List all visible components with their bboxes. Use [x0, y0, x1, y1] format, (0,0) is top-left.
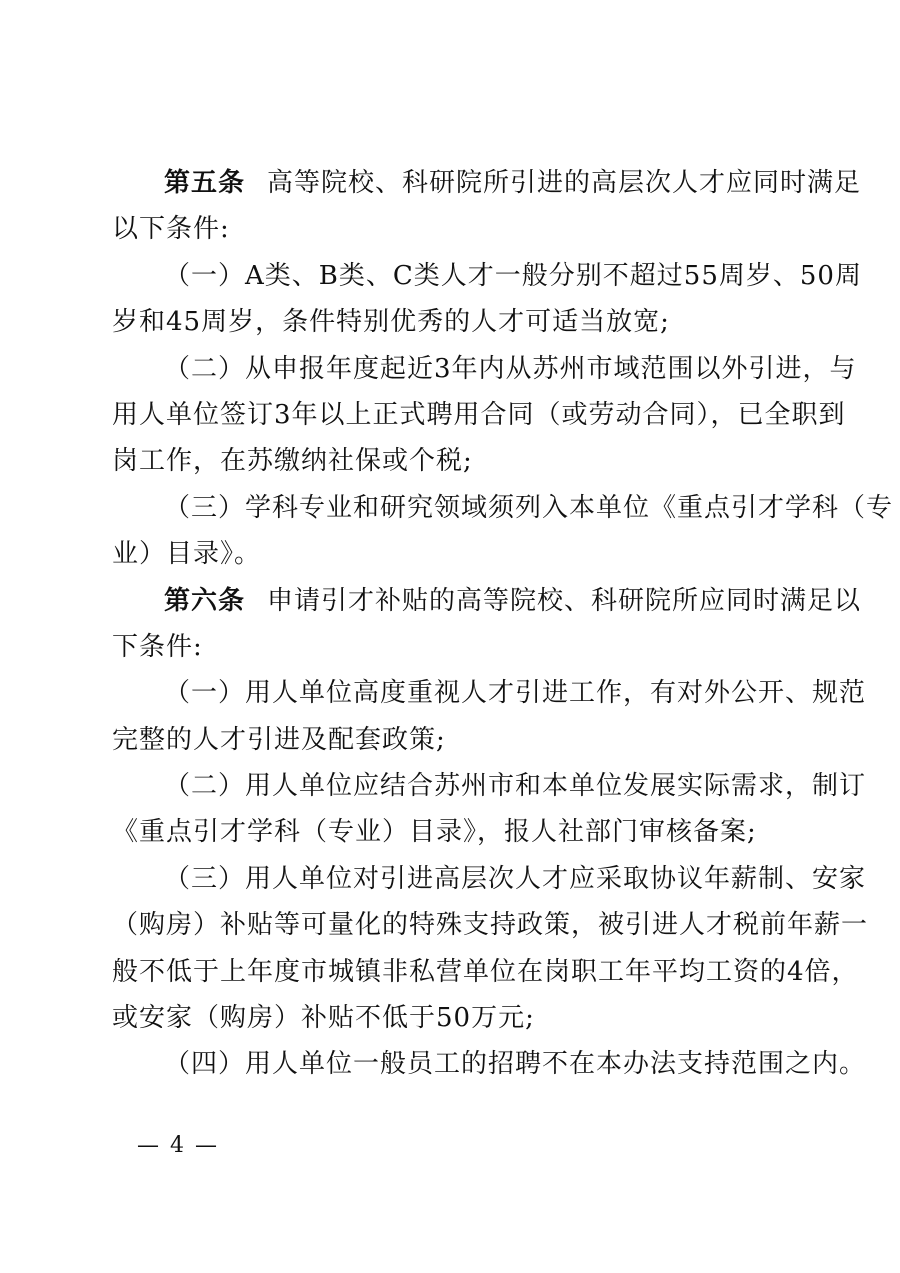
- page-number: — 4 —: [137, 1133, 219, 1158]
- article-6-heading: 第六条: [164, 585, 246, 616]
- art5-item2-line1: （二）从申报年度起近3年内从苏州市域范围以外引进，与: [164, 353, 857, 384]
- article-6-line-1: 第六条 申请引才补贴的高等院校、科研院所应同时满足以: [164, 585, 862, 616]
- art6-item3-line1: （三）用人单位对引进高层次人才应采取协议年薪制、安家: [164, 863, 867, 894]
- art6-item3-line4: 或安家（购房）补贴不低于50万元;: [112, 1003, 535, 1034]
- art6-item3-line3: 般不低于上年度市城镇非私营单位在岗职工年平均工资的4倍，: [112, 956, 859, 987]
- art5-item3-line2: 业）目录》。: [112, 539, 262, 570]
- art5-item2-line2: 用人单位签订3年以上正式聘用合同（或劳动合同），已全职到: [112, 399, 846, 430]
- art6-item3-line2: （购房）补贴等可量化的特殊支持政策，被引进人才税前年薪一: [112, 910, 869, 941]
- art5-item3-line1: （三）学科专业和研究领域须列入本单位《重点引才学科（专: [164, 492, 894, 523]
- article-5-line-2: 以下条件:: [112, 214, 230, 245]
- art5-item2-line3: 岗工作，在苏缴纳社保或个税;: [112, 446, 473, 477]
- art6-item2-line1: （二）用人单位应结合苏州市和本单位发展实际需求，制订: [164, 771, 867, 802]
- article-5-heading: 第五条: [164, 168, 246, 198]
- article-6-line-2: 下条件:: [112, 631, 203, 662]
- art6-item1-line2: 完整的人才引进及配套政策;: [112, 724, 446, 755]
- art5-item1-line2: 岁和45周岁，条件特别优秀的人才可适当放宽;: [112, 307, 670, 338]
- document-body: [112, 160, 894, 1088]
- art6-item4-line1: （四）用人单位一般员工的招聘不在本办法支持范围之内。: [164, 1049, 867, 1080]
- art6-item1-line1: （一）用人单位高度重视人才引进工作，有对外公开、规范: [164, 678, 867, 709]
- art5-item1-line1: （一）A类、B类、C类人才一般分别不超过55周岁、50周: [164, 260, 862, 291]
- article-5-line-1: 第五条 高等院校、科研院所引进的高层次人才应同时满足: [164, 168, 862, 198]
- art6-item2-line2: 《重点引才学科（专业）目录》，报人社部门审核备案;: [112, 817, 757, 848]
